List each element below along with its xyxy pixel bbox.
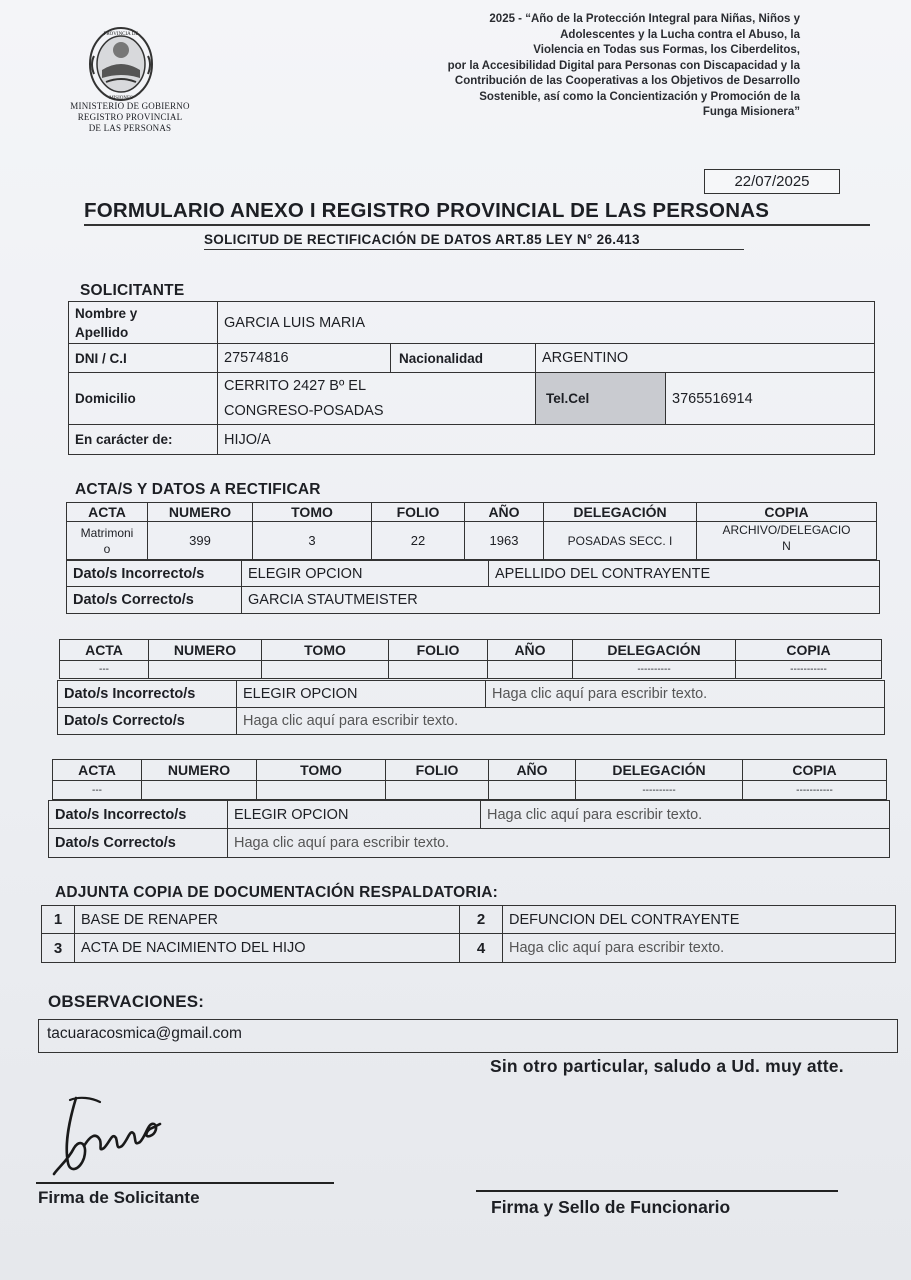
col-anio: AÑO [489, 760, 576, 781]
closing-text: Sin otro particular, saludo a Ud. muy atte. [490, 1056, 844, 1076]
label-text: Apellido [75, 324, 129, 340]
firma-solicitante-line [36, 1182, 334, 1184]
acta-datos-3 [48, 800, 890, 858]
nacionalidad-field[interactable]: ARGENTINO [536, 344, 875, 373]
tomo-field[interactable]: 3 [253, 522, 372, 560]
section-actas: ACTA/S Y DATOS A RECTIFICAR [75, 481, 321, 498]
incorrecto-field[interactable]: Haga clic aquí para escribir texto. [481, 801, 890, 829]
col-tomo: TOMO [257, 760, 386, 781]
numero-field[interactable] [142, 781, 257, 800]
correcto-label: Dato/s Correcto/s [67, 587, 242, 614]
col-delegacion: DELEGACIÓN [576, 760, 743, 781]
acta-field[interactable] [67, 522, 148, 560]
domicilio-field[interactable] [218, 373, 536, 425]
col-delegacion: DELEGACIÓN [544, 503, 697, 522]
col-acta: ACTA [53, 760, 142, 781]
copia-field[interactable]: ----------- [736, 661, 882, 679]
motto-line: 2025 - “Año de la Protección Integral para Niñas, Niños y [489, 13, 800, 25]
correcto-label: Dato/s Correcto/s [58, 708, 237, 735]
correcto-field[interactable]: Haga clic aquí para escribir texto. [228, 829, 890, 858]
delegacion-field[interactable]: POSADAS SECC. I [544, 522, 697, 560]
ministry-name [60, 101, 200, 134]
col-copia: COPIA [697, 503, 877, 522]
col-anio: AÑO [488, 640, 573, 661]
adjunta-num: 1 [42, 906, 75, 934]
tel-label: Tel.Cel [536, 373, 666, 425]
motto-line: Adolescentes y la Lucha contra el Abuso, la [560, 28, 800, 41]
tomo-field[interactable] [257, 781, 386, 800]
adjunta-num: 3 [42, 934, 75, 963]
adjunta-num: 4 [460, 934, 503, 963]
firma-funcionario-line [476, 1190, 838, 1192]
copia-text: N [782, 539, 791, 553]
nacionalidad-label: Nacionalidad [391, 344, 536, 373]
section-adjunta: ADJUNTA COPIA DE DOCUMENTACIÓN RESPALDATORIA: [55, 884, 498, 901]
date-field[interactable]: 22/07/2025 [704, 169, 840, 194]
observaciones-field[interactable]: tacuaracosmica@gmail.com [38, 1019, 898, 1053]
copia-text: ARCHIVO/DELEGACIO [722, 523, 851, 537]
nombre-label [69, 302, 218, 344]
col-folio: FOLIO [372, 503, 465, 522]
col-folio: FOLIO [389, 640, 488, 661]
col-acta: ACTA [67, 503, 148, 522]
incorrecto-label: Dato/s Incorrecto/s [58, 681, 237, 708]
col-copia: COPIA [743, 760, 887, 781]
title-underline [84, 224, 870, 226]
incorrecto-field[interactable]: APELLIDO DEL CONTRAYENTE [489, 561, 880, 587]
motto-line: Funga Misionera” [702, 106, 800, 118]
caracter-field[interactable]: HIJO/A [218, 425, 875, 455]
acta-field[interactable]: --- [53, 781, 142, 800]
adjunta-item[interactable]: DEFUNCION DEL CONTRAYENTE [503, 906, 896, 934]
incorrecto-select[interactable]: ELEGIR OPCION [242, 561, 489, 587]
col-acta: ACTA [60, 640, 149, 661]
acta-datos-2 [57, 680, 885, 735]
ministry-line: DE LAS PERSONAS [88, 123, 172, 133]
col-anio: AÑO [465, 503, 544, 522]
acta-table-1 [66, 502, 877, 560]
domicilio-label: Domicilio [69, 373, 218, 425]
copia-field[interactable]: ----------- [743, 781, 887, 800]
adjunta-item[interactable]: ACTA DE NACIMIENTO DEL HIJO [75, 934, 460, 963]
adjunta-item[interactable]: Haga clic aquí para escribir texto. [503, 934, 896, 963]
col-tomo: TOMO [262, 640, 389, 661]
acta-datos-1 [66, 560, 880, 614]
col-copia: COPIA [736, 640, 882, 661]
caracter-label: En carácter de: [69, 425, 218, 455]
col-tomo: TOMO [253, 503, 372, 522]
col-numero: NUMERO [148, 503, 253, 522]
form-title: FORMULARIO ANEXO I REGISTRO PROVINCIAL DE LAS PERSONAS [84, 199, 770, 222]
label-text: Nombre y [75, 305, 138, 321]
incorrecto-select[interactable]: ELEGIR OPCION [228, 801, 481, 829]
domicilio-line: CERRITO 2427 Bº EL [224, 377, 367, 394]
ministry-line: MINISTERIO DE GOBIERNO [70, 101, 190, 111]
dni-label: DNI / C.I [69, 344, 218, 373]
incorrecto-label: Dato/s Incorrecto/s [49, 801, 228, 829]
subtitle-underline [204, 249, 744, 250]
correcto-field[interactable]: GARCIA STAUTMEISTER [242, 587, 880, 614]
handwritten-signature [50, 1088, 165, 1180]
delegacion-field[interactable]: ---------- [576, 781, 743, 800]
motto-line: Sostenible, así como la Concientización y Promoción de la [479, 90, 800, 103]
incorrecto-label: Dato/s Incorrecto/s [67, 561, 242, 587]
solicitante-table [68, 301, 875, 455]
acta-table-2 [59, 639, 882, 679]
delegacion-field[interactable]: ---------- [573, 661, 736, 679]
anio-field[interactable] [488, 661, 573, 679]
form-subtitle: SOLICITUD DE RECTIFICACIÓN DE DATOS ART.85 LEY N° 26.413 [204, 232, 640, 247]
anio-field[interactable]: 1963 [465, 522, 544, 560]
firma-solicitante-label: Firma de Solicitante [38, 1188, 200, 1207]
section-solicitante: SOLICITANTE [80, 282, 185, 299]
incorrecto-field[interactable]: Haga clic aquí para escribir texto. [486, 681, 885, 708]
correcto-field[interactable]: Haga clic aquí para escribir texto. [237, 708, 885, 735]
numero-field[interactable]: 399 [148, 522, 253, 560]
coat-of-arms-icon [88, 26, 154, 102]
nombre-field[interactable]: GARCIA LUIS MARIA [218, 302, 875, 344]
svg-text:PROVINCIA DE: PROVINCIA DE [103, 32, 139, 37]
correcto-label: Dato/s Correcto/s [49, 829, 228, 858]
anio-field[interactable] [489, 781, 576, 800]
acta-text: Matrimoni [80, 525, 134, 540]
motto-line: Contribución de las Cooperativas a los Objetivos de Desarrollo [454, 75, 800, 87]
copia-field[interactable] [697, 522, 877, 560]
acta-text: o [103, 541, 111, 556]
motto-line: por la Accesibilidad Digital para Personas con Discapacidad y la [447, 59, 800, 72]
acta-table-3 [52, 759, 887, 800]
dni-field[interactable]: 27574816 [218, 344, 391, 373]
col-folio: FOLIO [386, 760, 489, 781]
adjunta-table [41, 905, 896, 963]
numero-field[interactable] [149, 661, 262, 679]
tomo-field[interactable] [262, 661, 389, 679]
tel-field[interactable]: 3765516914 [666, 373, 875, 425]
svg-text:MISIONES: MISIONES [109, 96, 133, 101]
domicilio-line: CONGRESO-POSADAS [224, 402, 384, 419]
adjunta-num: 2 [460, 906, 503, 934]
folio-field[interactable] [386, 781, 489, 800]
firma-funcionario-label: Firma y Sello de Funcionario [491, 1197, 731, 1217]
motto-line: Violencia en Todas sus Formas, los Ciberdelitos, [533, 44, 800, 56]
folio-field[interactable]: 22 [372, 522, 465, 560]
ministry-line: REGISTRO PROVINCIAL [77, 112, 183, 122]
adjunta-item[interactable]: BASE DE RENAPER [75, 906, 460, 934]
acta-field[interactable]: --- [60, 661, 149, 679]
official-motto [360, 12, 800, 121]
col-numero: NUMERO [142, 760, 257, 781]
col-numero: NUMERO [149, 640, 262, 661]
folio-field[interactable] [389, 661, 488, 679]
col-delegacion: DELEGACIÓN [573, 640, 736, 661]
incorrecto-select[interactable]: ELEGIR OPCION [237, 681, 486, 708]
section-observaciones: OBSERVACIONES: [48, 992, 205, 1011]
